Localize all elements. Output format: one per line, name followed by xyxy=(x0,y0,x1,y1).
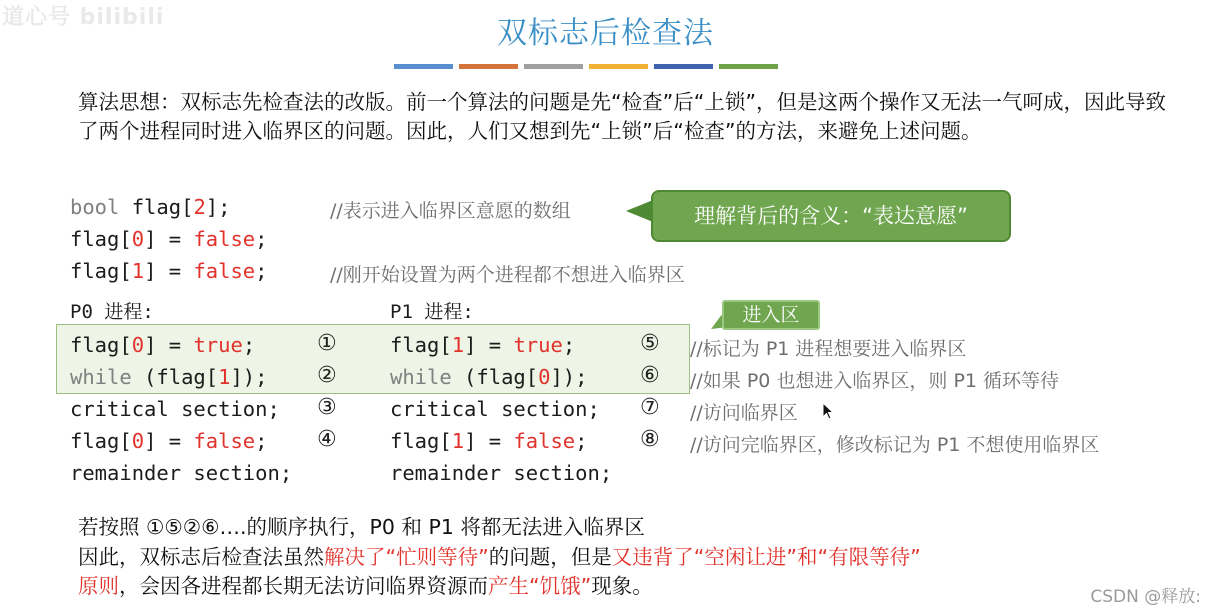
step-number: ③ xyxy=(317,395,337,420)
code-index: 0 xyxy=(131,333,145,357)
code-text: ] = xyxy=(464,333,514,357)
code-text: ] = xyxy=(144,333,194,357)
code-text: ; xyxy=(575,429,588,453)
code-decl-line-1 xyxy=(70,191,230,223)
callout-entry-section: 进入区 xyxy=(722,300,820,330)
code-index: 0 xyxy=(131,227,145,251)
text-red: 原则 xyxy=(78,574,119,598)
code-index: 1 xyxy=(451,333,465,357)
p1-line-5: remainder section; xyxy=(390,461,613,485)
code-text: ; xyxy=(255,227,268,251)
code-text: ; xyxy=(242,333,256,357)
code-index: 1 xyxy=(131,259,145,283)
p1-header: P1 进程: xyxy=(390,301,474,323)
p1-line-3: critical section; xyxy=(390,397,600,421)
p0-line-3: critical section; xyxy=(70,397,280,421)
color-bar-3 xyxy=(524,64,583,69)
code-index: 0 xyxy=(131,429,145,453)
color-bar-1 xyxy=(394,64,453,69)
step-number: ⑦ xyxy=(640,395,660,420)
code-text: ]; xyxy=(205,195,231,219)
step-number: ⑤ xyxy=(640,331,660,356)
code-text: (flag[ xyxy=(131,365,219,389)
conclusion-line-3 xyxy=(78,572,653,600)
text-red: 解决了“忙则等待” xyxy=(324,545,489,569)
color-bar-6 xyxy=(719,64,778,69)
code-index: 1 xyxy=(451,429,465,453)
code-value: false xyxy=(513,429,576,453)
code-index: 0 xyxy=(538,365,551,389)
code-index: 1 xyxy=(218,365,231,389)
step-number: ② xyxy=(317,363,337,388)
code-text: ] = xyxy=(144,429,194,453)
code-value: false xyxy=(193,429,256,453)
code-text: ] = xyxy=(464,429,514,453)
color-bar-4 xyxy=(589,64,648,69)
code-index: 2 xyxy=(193,195,206,219)
text: 的问题，但是 xyxy=(488,545,612,569)
code-decl-line-2 xyxy=(70,223,268,255)
comment-init: //刚开始设置为两个进程都不想进入临界区 xyxy=(330,264,685,286)
code-text: flag[ xyxy=(70,429,132,453)
callout-pointer xyxy=(626,200,653,222)
text: ，会因各进程都长期无法访问临界资源而 xyxy=(119,574,488,598)
code-text: flag[ xyxy=(70,259,132,283)
p0-line-5: remainder section; xyxy=(70,461,293,485)
text: 现象。 xyxy=(591,574,653,598)
conclusion-line-2 xyxy=(78,543,921,571)
code-value: false xyxy=(193,259,256,283)
mouse-cursor-icon xyxy=(822,402,834,420)
comment-critical: //访问临界区 xyxy=(690,402,798,424)
p0-line-4 xyxy=(70,425,268,457)
csdn-attribution: CSDN @释放: xyxy=(1090,587,1201,607)
code-text: flag[ xyxy=(119,195,194,219)
step-number: ⑥ xyxy=(640,363,660,388)
p0-line-1 xyxy=(70,329,255,361)
code-keyword: while xyxy=(70,365,132,389)
code-text: ]); xyxy=(550,365,588,389)
code-text: flag[ xyxy=(70,333,132,357)
conclusion-line-1: 若按照 ①⑤②⑥….的顺序执行，P0 和 P1 将都无法进入临界区 xyxy=(78,515,645,539)
code-keyword: while xyxy=(390,365,452,389)
code-text: ; xyxy=(562,333,576,357)
code-text: ; xyxy=(255,429,268,453)
callout-meaning: 理解背后的含义：“表达意愿” xyxy=(651,190,1011,242)
p0-header: P0 进程: xyxy=(70,301,154,323)
text-red: 产生“饥饿” xyxy=(488,574,592,598)
text: 因此，双标志后检查法虽然 xyxy=(78,545,324,569)
watermark-logo: 道心号 bilibili xyxy=(2,5,165,30)
text-red: 又违背了“空闲让进”和“有限等待” xyxy=(611,545,921,569)
code-value: true xyxy=(513,333,563,357)
p1-line-2 xyxy=(390,361,588,393)
code-value: true xyxy=(193,333,243,357)
code-text: (flag[ xyxy=(451,365,539,389)
page-title: 双标志后检查法 xyxy=(497,16,714,51)
color-bar-2 xyxy=(459,64,518,69)
comment-p1-wait: //如果 P0 也想进入临界区，则 P1 循环等待 xyxy=(690,370,1060,392)
comment-p1-mark: //标记为 P1 进程想要进入临界区 xyxy=(690,338,967,360)
code-value: false xyxy=(193,227,256,251)
p1-line-4 xyxy=(390,425,588,457)
code-text: ; xyxy=(255,259,268,283)
code-keyword: bool xyxy=(70,195,120,219)
code-text: flag[ xyxy=(70,227,132,251)
comment-exit: //访问完临界区，修改标记为 P1 不想使用临界区 xyxy=(690,434,1100,456)
algorithm-intro: 算法思想：双标志先检查法的改版。前一个算法的问题是先“检查”后“上锁”，但是这两个操作又无法一气呵成，因此导致了两个进程同时进入临界区的问题。因此，人们又想到先“上锁”后“检查”的方法，来避免上述问题。 xyxy=(78,90,1166,143)
step-number: ⑧ xyxy=(640,427,660,452)
step-number: ④ xyxy=(317,427,337,452)
color-bar-strip xyxy=(394,64,778,69)
color-bar-5 xyxy=(654,64,713,69)
p0-line-2 xyxy=(70,361,268,393)
code-text: ]); xyxy=(230,365,268,389)
comment-flag-array: //表示进入临界区意愿的数组 xyxy=(330,200,571,222)
code-decl-line-3 xyxy=(70,255,268,287)
step-number: ① xyxy=(317,331,337,356)
code-text: ] = xyxy=(144,259,194,283)
code-text: flag[ xyxy=(390,429,452,453)
p1-line-1 xyxy=(390,329,575,361)
code-text: ] = xyxy=(144,227,194,251)
code-text: flag[ xyxy=(390,333,452,357)
